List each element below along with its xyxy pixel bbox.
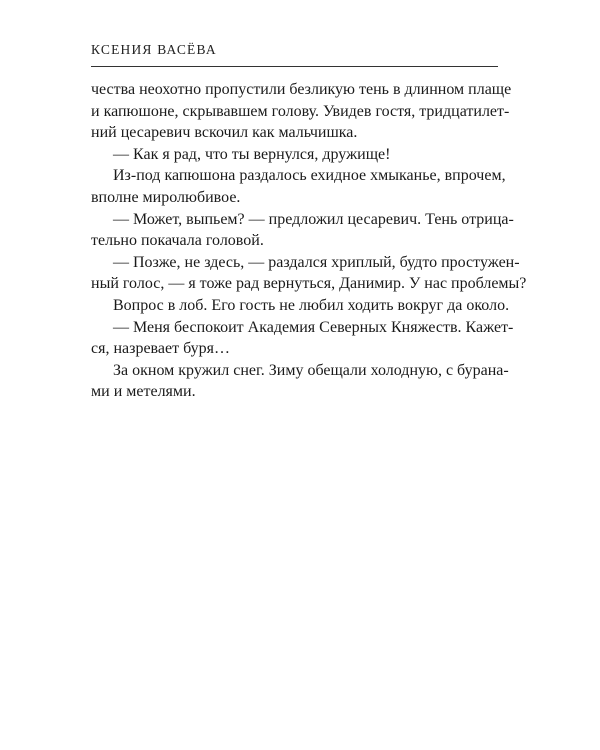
text-line: Вопрос в лоб. Его гость не любил ходить вокруг да около.: [113, 296, 510, 314]
text-line: ный голос, — я тоже рад вернуться, Данимир. У нас проблемы?: [91, 275, 527, 293]
text-line: чества неохотно пропустили безликую тень в длинном плаще: [91, 81, 512, 98]
text-line: вполне миролюбивое.: [91, 188, 241, 206]
header-rule: [91, 66, 498, 67]
text-line: За окном кружил снег. Зиму обещали холодную, с бурана-: [113, 361, 509, 379]
text-line: и капюшоне, скрывавшем голову. Увидев гостя, тридцатилет-: [91, 102, 510, 120]
text-line: ся, назревает буря…: [91, 340, 230, 358]
text-line: ний цесаревич вскочил как мальчишка.: [91, 124, 358, 142]
body-text: [91, 79, 527, 403]
text-line: — Может, выпьем? — предложил цесаревич. Тень отрица-: [113, 210, 514, 228]
text-line: тельно покачала головой.: [91, 232, 264, 250]
text-line: ми и метелями.: [91, 383, 196, 401]
running-head-author: КСЕНИЯ ВАСЁВА: [91, 42, 217, 57]
text-line: — Как я рад, что ты вернулся, дружище!: [113, 145, 391, 163]
text-line: — Меня беспокоит Академия Северных Княжеств. Кажет-: [113, 318, 514, 336]
text-line: — Позже, не здесь, — раздался хриплый, будто простужен-: [113, 253, 520, 271]
text-line: Из-под капюшона раздалось ехидное хмыканье, впрочем,: [113, 167, 506, 185]
